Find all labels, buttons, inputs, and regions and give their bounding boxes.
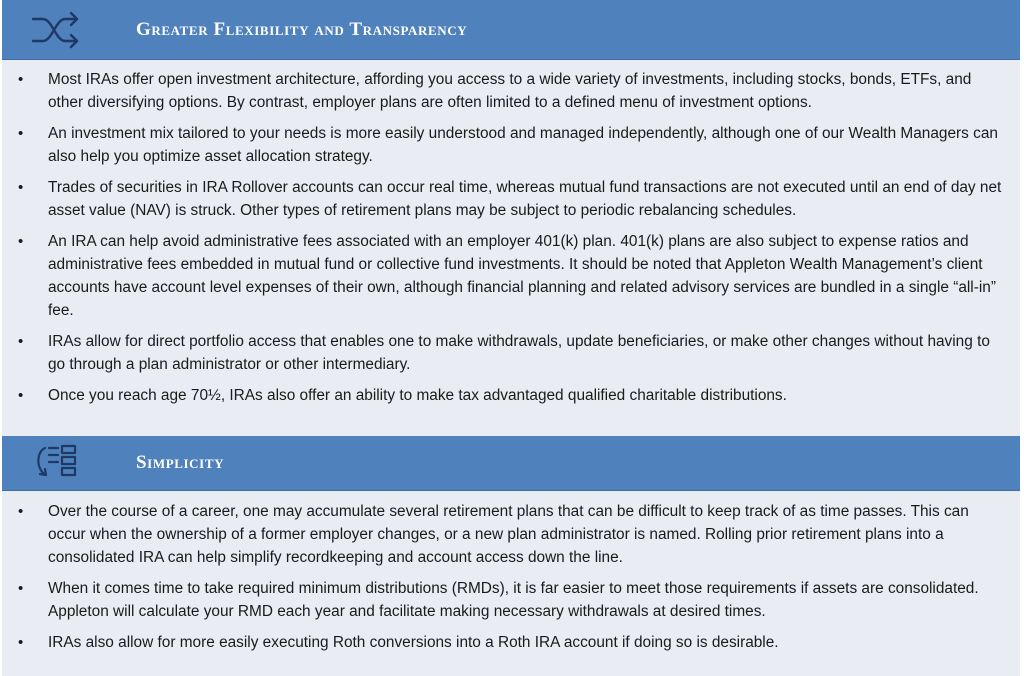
list-item: • An IRA can help avoid administrative fees associated with an employer 401(k) plan. 401(k) plans are also subject to expense ratios and administrative fees embedded in mutual fund or collective fund investments. It should be noted that Appleton Wealth Management’s client accounts have account level expenses of their own, although financial planning and related advisory services are bundled in a single “all-in” fee. [2,230,1010,322]
consolidate-arrow-icon [26,443,86,483]
list-item: • IRAs allow for direct portfolio access that enables one to make withdrawals, update beneficiaries, or make other changes without having to go through a plan administrator or other intermediary. [2,330,1010,376]
section-title: Simplicity [136,452,225,473]
shuffle-arrows-icon [26,10,86,50]
list-item: • Trades of securities in IRA Rollover accounts can occur real time, whereas mutual fund transactions are not executed until an end of day net asset value (NAV) is struck. Other types of retirement plans may be subject to periodic rebalancing schedules. [2,176,1010,222]
section-title: Greater Flexibility and Transparency [136,18,468,40]
list-item: • When it comes time to take required minimum distributions (RMDs), it is far easier to meet those requirements if assets are consolidated. Appleton will calculate your RMD each year and facilitate making necessary withdrawals at desired times. [2,577,1010,623]
section-header-flexibility [2,0,1020,60]
list-item: • IRAs also allow for more easily executing Roth conversions into a Roth IRA account if doing so is desirable. [2,631,1010,654]
list-item: • Most IRAs offer open investment architecture, affording you access to a wide variety of investments, including stocks, bonds, ETFs, and other diversifying options. By contrast, employer plans are often limited to a defined menu of investment options. [2,68,1010,114]
section-body-simplicity [2,491,1020,676]
bullet-list [2,500,1010,654]
section-body-flexibility [2,60,1020,436]
list-item: • An investment mix tailored to your needs is more easily understood and managed independently, although one of our Wealth Managers can also help you optimize asset allocation strategy. [2,122,1010,168]
list-item: • Over the course of a career, one may accumulate several retirement plans that can be difficult to keep track of as time passes. This can occur when the ownership of a former employer changes, or a new plan administrator is named. Rolling prior retirement plans into a consolidated IRA can help simplify recordkeeping and account access down the line. [2,500,1010,569]
section-header-simplicity [2,436,1020,491]
bullet-list [2,68,1010,407]
list-item: • Once you reach age 70½, IRAs also offer an ability to make tax advantaged qualified charitable distributions. [2,384,1010,407]
